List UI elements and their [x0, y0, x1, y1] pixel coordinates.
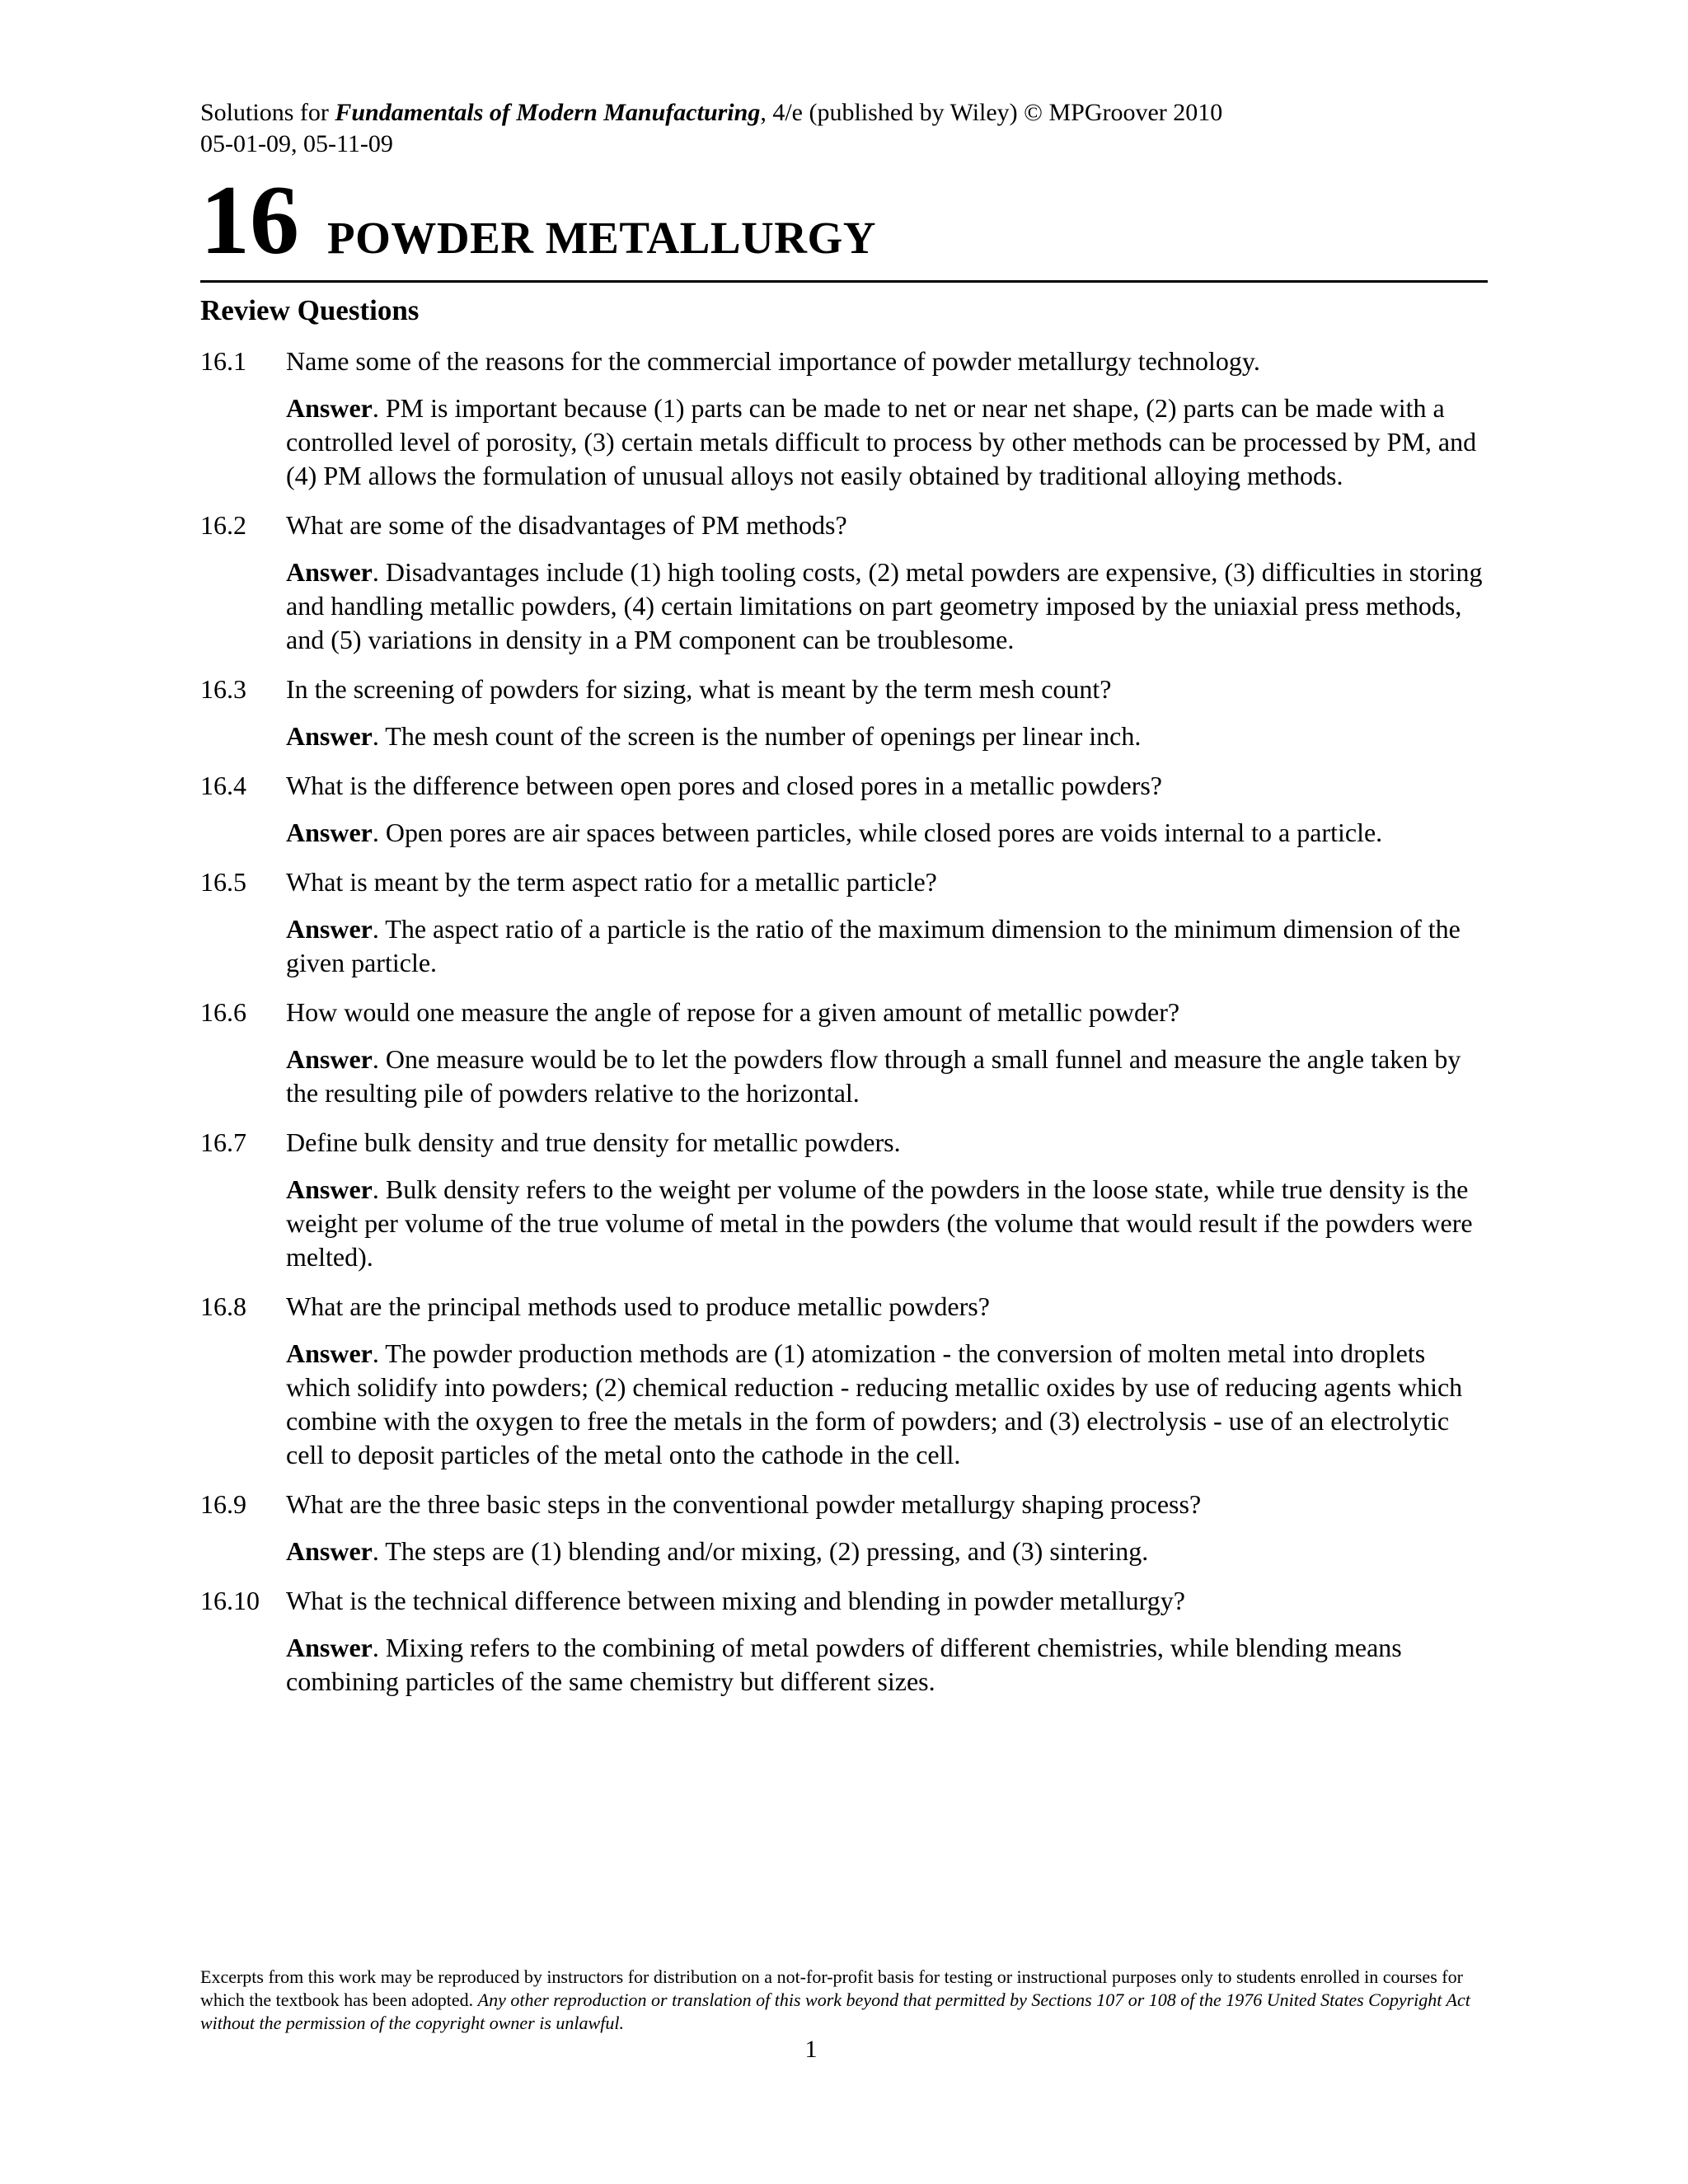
question-item [200, 768, 1486, 850]
answer-label: Answer [286, 818, 373, 847]
question-number: 16.9 [200, 1489, 246, 1519]
answer [286, 1535, 1486, 1568]
question [200, 768, 1486, 803]
copyright-footer [200, 1966, 1486, 2035]
answer-text: . Bulk density refers to the weight per volume of the powders in the loose state, while true density is the weight per volume of the true volume of metal in the powders (the volume that would result if the powders were melted). [286, 1174, 1473, 1272]
header-suffix: , 4/e (published by Wiley) © MPGroover 2010 [760, 99, 1223, 126]
running-header [200, 97, 1486, 129]
question-number: 16.7 [200, 1127, 246, 1157]
question [200, 865, 1486, 899]
question-text: What is meant by the term aspect ratio for a metallic particle? [286, 867, 937, 897]
document-page [200, 97, 1486, 1699]
answer [286, 1043, 1486, 1110]
question [200, 508, 1486, 542]
question-number: 16.10 [200, 1586, 260, 1615]
question-item [200, 672, 1486, 753]
answer-label: Answer [286, 1536, 373, 1566]
question-number: 16.4 [200, 771, 246, 800]
answer-text: . The aspect ratio of a particle is the ratio of the maximum dimension to the minimum dimension of the given particle. [286, 914, 1461, 977]
header-dates: 05-01-09, 05-11-09 [200, 130, 393, 157]
question-item [200, 344, 1486, 493]
question-item [200, 865, 1486, 980]
question [200, 1289, 1486, 1324]
question-number: 16.5 [200, 867, 246, 897]
question-text: Define bulk density and true density for metallic powders. [286, 1127, 901, 1157]
answer-text: . Mixing refers to the combining of metal powders of different chemistries, while blending means combining particles of the same chemistry but different sizes. [286, 1633, 1402, 1696]
question-text: How would one measure the angle of repose for a given amount of metallic powder? [286, 997, 1180, 1027]
answer-text: . The mesh count of the screen is the number of openings per linear inch. [372, 721, 1142, 751]
answer-label: Answer [286, 914, 373, 944]
question-item [200, 508, 1486, 657]
answer-label: Answer [286, 557, 373, 587]
answer-text: . Open pores are air spaces between particles, while closed pores are voids internal to a particle. [372, 818, 1383, 847]
question-item [200, 1487, 1486, 1568]
question [200, 1583, 1486, 1618]
question-text: In the screening of powders for sizing, what is meant by the term mesh count? [286, 674, 1112, 704]
question-number: 16.8 [200, 1291, 246, 1321]
question-item [200, 1125, 1486, 1274]
question-item [200, 995, 1486, 1110]
question-item [200, 1289, 1486, 1472]
footer-plain: Excerpts from this work may be reproduced by instructors for distribution on a not-for-profit basis for testing or instructional purposes only to students enrolled in courses for which the textbook has been adopted. [200, 1966, 1463, 2010]
header-prefix: Solutions for [200, 99, 335, 126]
answer-label: Answer [286, 1633, 373, 1662]
question-text: What is the technical difference between mixing and blending in powder metallurgy? [286, 1586, 1185, 1615]
question [200, 672, 1486, 706]
answer [286, 391, 1486, 493]
answer [286, 719, 1486, 753]
answer [286, 1337, 1486, 1472]
question-text: What are the principal methods used to produce metallic powders? [286, 1291, 990, 1321]
question-number: 16.1 [200, 346, 246, 376]
answer [286, 816, 1486, 850]
answer-label: Answer [286, 393, 373, 423]
question [200, 995, 1486, 1029]
answer-text: . Disadvantages include (1) high tooling costs, (2) metal powders are expensive, (3) difficulties in storing and handling metallic powders, (4) certain limitations on part geometry imposed by the uniaxial press methods, and (5) variations in density in a PM component can be troublesome. [286, 557, 1483, 654]
chapter-title: POWDER METALLURGY [327, 213, 876, 263]
question-item [200, 1583, 1486, 1699]
question [200, 1487, 1486, 1521]
answer-text: . One measure would be to let the powders flow through a small funnel and measure the angle taken by the resulting pile of powders relative to the horizontal. [286, 1044, 1461, 1108]
question-number: 16.3 [200, 674, 246, 704]
question-text: Name some of the reasons for the commercial importance of powder metallurgy technology. [286, 346, 1260, 376]
question-text: What are some of the disadvantages of PM methods? [286, 510, 847, 540]
chapter-number: 16 [200, 165, 299, 274]
chapter-heading [200, 165, 1488, 283]
question [200, 1125, 1486, 1160]
answer-text: . The powder production methods are (1) atomization - the conversion of molten metal into droplets which solidify into powders; (2) chemical reduction - reducing metallic oxides by use of reducing agents which combine with the oxygen to free the metals in the form of powders; and (3) electrolysis - use of an electrolytic cell to deposit particles of the metal onto the cathode in the cell. [286, 1338, 1463, 1469]
question-list [200, 344, 1486, 1699]
question-text: What are the three basic steps in the conventional powder metallurgy shaping process? [286, 1489, 1202, 1519]
answer [286, 912, 1486, 980]
answer-label: Answer [286, 1174, 373, 1204]
answer [286, 555, 1486, 657]
answer-label: Answer [286, 1338, 373, 1368]
answer-text: . PM is important because (1) parts can be made to net or near net shape, (2) parts can be made with a controlled level of porosity, (3) certain metals difficult to process by other methods can be processed by PM, and (4) PM allows the formulation of unusual alloys not easily obtained by traditional alloying methods. [286, 393, 1477, 490]
section-title: Review Questions [200, 294, 420, 326]
page-number: 1 [804, 2036, 818, 2063]
answer-label: Answer [286, 721, 373, 751]
answer-text: . The steps are (1) blending and/or mixing, (2) pressing, and (3) sintering. [372, 1536, 1149, 1566]
question-number: 16.2 [200, 510, 246, 540]
question-number: 16.6 [200, 997, 246, 1027]
answer [286, 1631, 1486, 1699]
book-title: Fundamentals of Modern Manufacturing [335, 99, 761, 126]
question-text: What is the difference between open pores and closed pores in a metallic powders? [286, 771, 1162, 800]
answer-label: Answer [286, 1044, 373, 1074]
footer-italic: Any other reproduction or translation of this work beyond that permitted by Sections 107 or 108 of the 1976 United States Copyright Act without the permission of the copyright owner is unlawful. [200, 1990, 1470, 2033]
question [200, 344, 1486, 378]
answer [286, 1173, 1486, 1274]
